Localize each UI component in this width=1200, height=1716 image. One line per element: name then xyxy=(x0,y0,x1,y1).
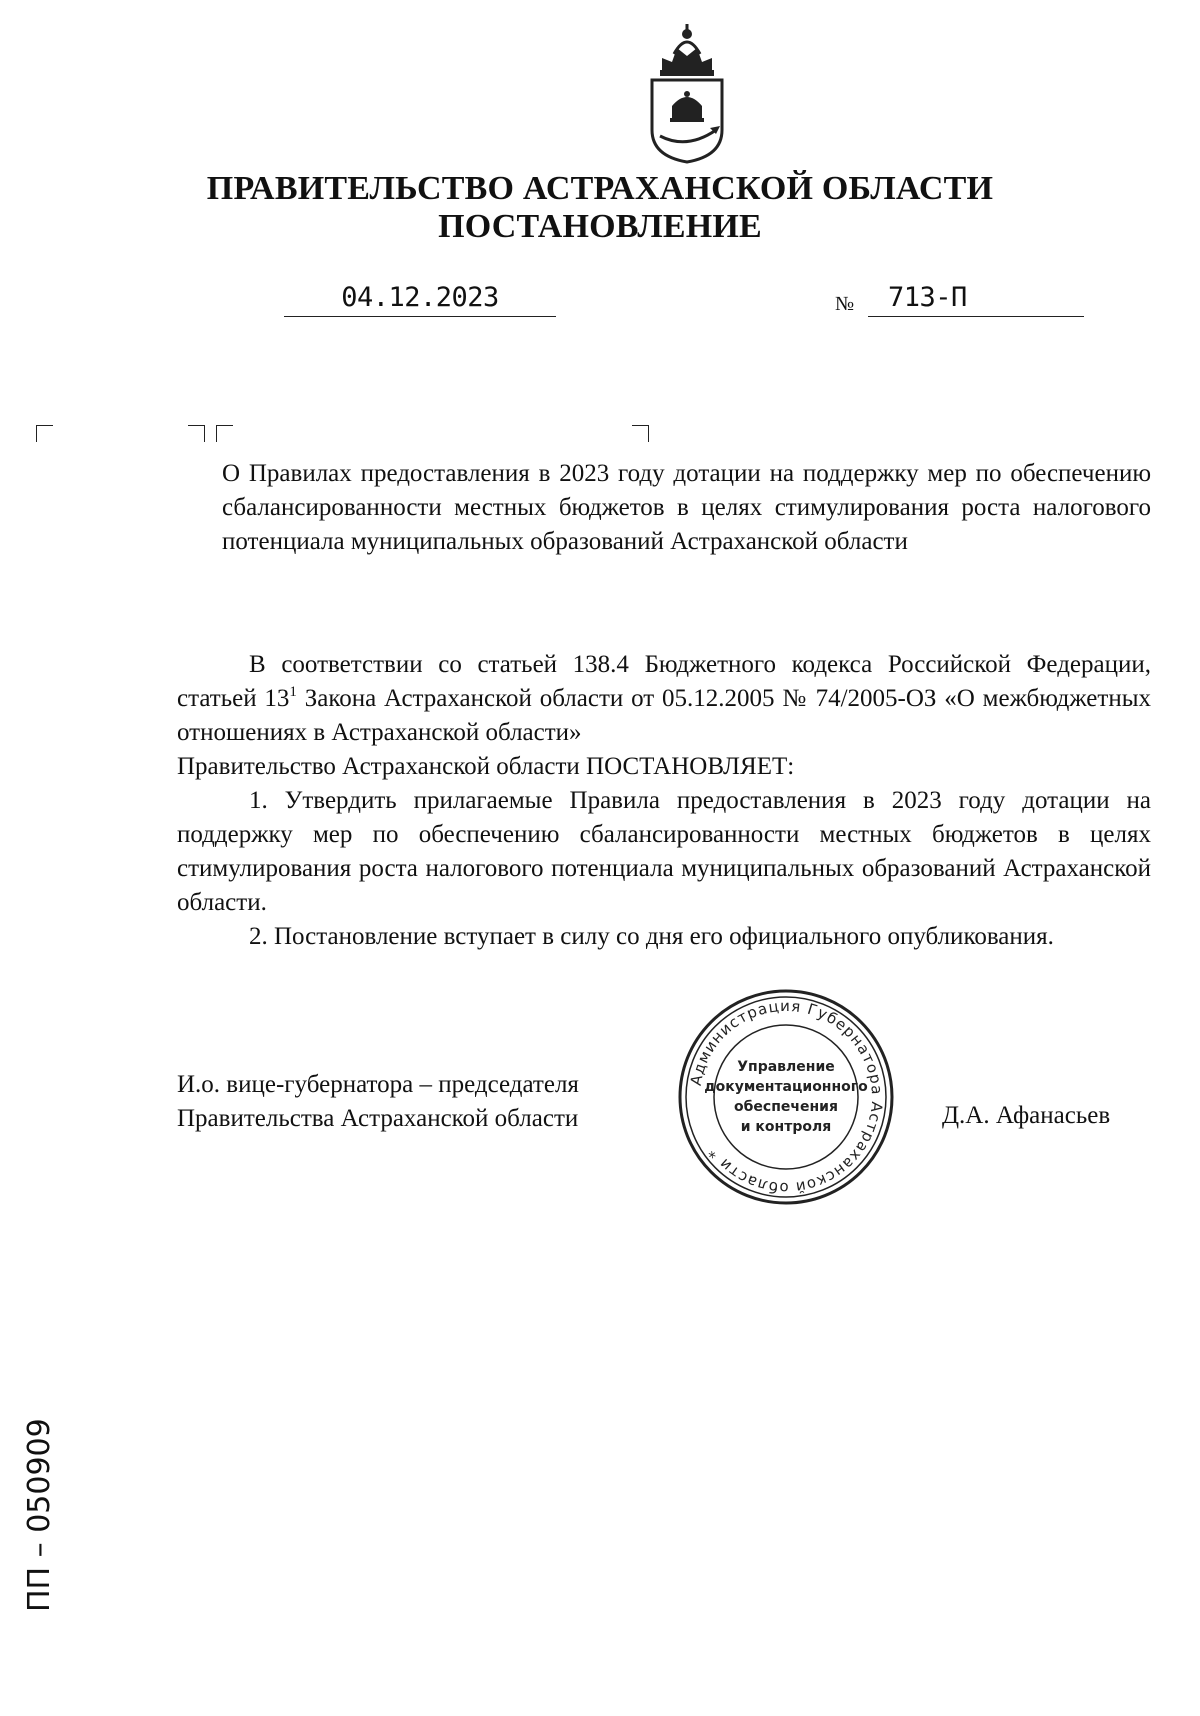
corner-mark-right xyxy=(188,425,205,442)
subject-corner-left xyxy=(216,425,233,442)
stamp-center-line2: документационного xyxy=(704,1079,868,1095)
document-date: 04.12.2023 xyxy=(341,282,499,313)
coat-of-arms-emblem xyxy=(632,18,742,164)
signatory-position-line2: Правительства Астраханской области xyxy=(177,1105,579,1132)
official-stamp xyxy=(676,987,896,1207)
item-1: 1. Утвердить прилагаемые Правила предоставления в 2023 году дотации на поддержку мер по обеспечению сбалансированности местных бюджетов в целях стимулирования роста налогового потенциала муниципальных образований Астраханской области. xyxy=(177,787,1151,916)
item-2: 2. Постановление вступает в силу со дня его официального опубликования. xyxy=(249,923,1054,950)
number-underline xyxy=(868,316,1084,317)
corner-mark-left xyxy=(36,425,53,442)
number-sign: № xyxy=(835,293,855,315)
organization-title: ПРАВИТЕЛЬСТВО АСТРАХАНСКОЙ ОБЛАСТИ xyxy=(206,170,994,207)
stamp-center-line4: и контроля xyxy=(740,1119,832,1135)
form-serial-container xyxy=(22,1418,242,1647)
stamp-center-line1: Управление xyxy=(737,1059,835,1075)
date-underline xyxy=(284,316,556,317)
preamble-text-part2: Закона Астраханской области от 05.12.2005 № 74/2005-ОЗ «О межбюджетных отношениях в Астраханской области» xyxy=(177,685,1152,746)
resolves-line: Правительство Астраханской области ПОСТАНОВЛЯЕТ: xyxy=(177,753,795,780)
stamp-ring-text: Администрация Губернатора Астраханской области * xyxy=(686,996,887,1198)
form-serial-number: ПП – 050909 xyxy=(22,1418,57,1612)
signatory-position-line1: И.о. вице-губернатора – председателя xyxy=(177,1071,579,1098)
stamp-center-line3: обеспечения xyxy=(734,1099,838,1115)
subject-corner-right xyxy=(632,425,649,442)
article-superscript: 1 xyxy=(289,684,297,700)
document-type-title: ПОСТАНОВЛЕНИЕ xyxy=(438,208,762,245)
document-subject: О Правилах предоставления в 2023 году дотации на поддержку мер по обеспечению сбалансированности местных бюджетов в целях стимулирования роста налогового потенциала муниципальных образований Астраханской области xyxy=(222,460,1151,555)
signatory-name: Д.А. Афанасьев xyxy=(942,1102,1111,1129)
preamble-paragraph xyxy=(177,648,1151,750)
preamble-text-part1: В соответствии со статьей 138.4 Бюджетного кодекса Российской Федерации, статьей 13 xyxy=(177,651,1151,712)
svg-text:Администрация Губернатора Астр xyxy=(687,997,886,1197)
signatory-position xyxy=(177,1068,579,1136)
document-number: 713-П xyxy=(888,282,967,313)
